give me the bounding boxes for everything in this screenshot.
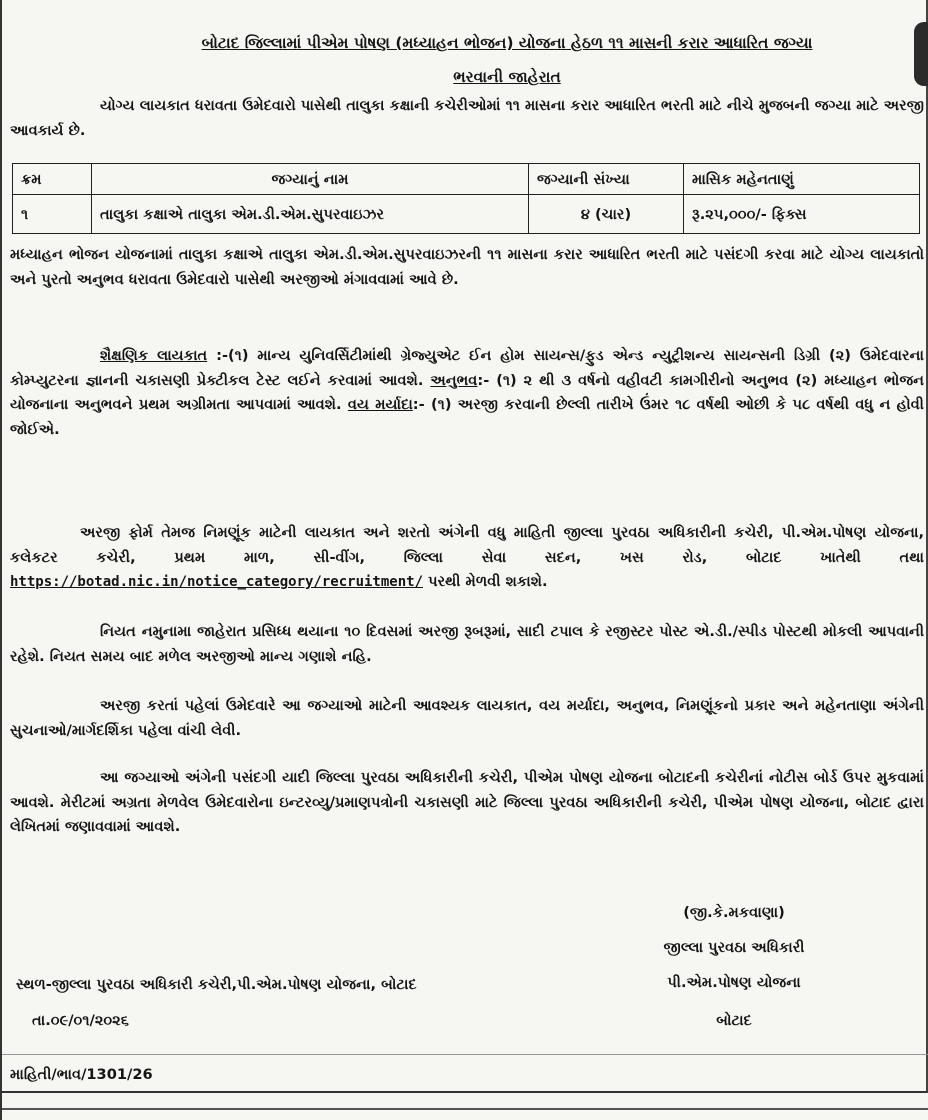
cell-serial: ૧	[13, 195, 92, 234]
bottom-divider	[2, 1108, 928, 1110]
posts-table	[12, 163, 920, 234]
education-label: શૈક્ષણિક લાયકાત	[100, 347, 208, 364]
cell-salary: રૂ.૨૫,૦૦૦/- ફિક્સ	[684, 195, 920, 234]
header-post-name: જગ્યાનું નામ	[92, 164, 529, 195]
signatory-scheme: પી.એમ.પોષણ યોજના	[667, 974, 801, 991]
intro-paragraph	[10, 94, 924, 143]
signatory-name: (જી.કે.મકવાણા)	[683, 904, 785, 921]
footer-location: સ્થળ-જીલ્લા પુરવઠા અધિકારી કચેરી,પી.એમ.પોષણ યોજના, બોટાદ	[16, 976, 417, 993]
paragraph-info	[10, 521, 924, 595]
title-line-1: બોટાદ જિલ્લામાં પીએમ પોષણ (મધ્યાહન ભોજન) યોજના હેઠળ ૧૧ માસની કરાર આધારિત જગ્યા	[201, 34, 813, 52]
experience-label: અનુભવ	[430, 371, 478, 389]
info-text-a: અરજી ફોર્મ તેમજ નિમણૂંક માટેની લાયકાત અને શરતો અંગેની વધુ માહિતી જીલ્લા પુરવઠા અધિકારીની કચેરી, પી.એમ.પોષણ યોજના, કલેકટર કચેરી, પ્રથમ માળ, સી-વીંગ, જિલ્લા સેવા સદન, ખસ રોડ, બોટાદ ખાતેથી તથા	[10, 524, 924, 566]
signatory-designation: જીલ્લા પુરવઠા અધિકારી	[663, 939, 805, 956]
paragraph-invitation	[10, 243, 924, 292]
recruitment-link[interactable]: https://botad.nic.in/notice_category/recruitment/	[10, 574, 424, 590]
cell-post-count: ૪ (ચાર)	[529, 195, 684, 234]
intro-text: યોગ્ય લાયકાત ધરાવતા ઉમેદવારો પાસેથી તાલુકા કક્ષાની કચેરીઓમાં ૧૧ માસના કરાર આધારિત ભરતી માટે નીચે મુજબની જગ્યા માટે અરજી આવકાર્ય છે.	[10, 97, 924, 139]
paragraph-qualification	[10, 344, 924, 442]
reference-divider	[2, 1054, 928, 1055]
table-row	[13, 195, 920, 234]
header-salary: માસિક મહેનતાણું	[684, 164, 920, 195]
age-limit-label: વય મર્યાદા	[347, 396, 413, 413]
footer-date: તા.૦૯/૦૧/૨૦૨૬	[32, 1012, 129, 1029]
invitation-text: મધ્યાહન ભોજન યોજનામાં તાલુકા કક્ષાએ તાલુકા એમ.ડી.એમ.સુપરવાઇઝરની ૧૧ માસના કરાર આધારિત ભરતી માટે પસંદગી કરવા માટે યોગ્ય લાયકાતો અને પુરતો અનુભવ ધરાવતા ઉમેદવારો પાસેથી અરજીઓ મંગાવવામાં આવે છે.	[10, 246, 924, 288]
title-line-2: ભરવાની જાહેરાત	[453, 68, 561, 86]
paragraph-selection	[10, 766, 924, 840]
info-text-b: પરથી મેળવી શકાશે.	[423, 573, 548, 590]
paragraph-instructions	[10, 694, 924, 743]
paragraph-submission	[10, 620, 924, 669]
submission-text: નિયત નમુનામા જાહેરાત પ્રસિધ્ધ થયાના ૧૦ દિવસમાં અરજી રૂબરૂમાં, સાદી ટપાલ કે રજીસ્ટર પોસ્ટ એ.ડી./સ્પીડ પોસ્ટથી મોકલી આપવાની રહેશે. નિયત સમય બાદ મળેલ અરજીઓ માન્ય ગણાશે નહિ.	[10, 623, 924, 665]
signatory-place: બોટાદ	[716, 1012, 752, 1029]
experience-text: :- (૧) ૨ થી ૩ વર્ષનો વહીવટી કામગીરીનો અનુભવ (૨) મધ્યાહન ભોજન યોજનાના અનુભવને પ્રથમ અગ્રીમતા આપવામાં આવશે.	[10, 371, 924, 413]
header-serial: ક્રમ	[13, 164, 92, 195]
cell-post-name: તાલુકા કક્ષાએ તાલુકા એમ.ડી.એમ.સુપરવાઇઝર	[92, 195, 529, 234]
education-text: :-(૧) માન્ય યુનિવર્સિટીમાંથી ગ્રેજ્યુએટ ઈન હોમ સાયન્સ/ફુડ એન્ડ ન્યુટ્રીશન્ય સાયન્સની ડિગ્રી (૨) ઉમેદવારના કોમ્પ્યુટરના જ્ઞાનની ચકાસણી પ્રેક્ટીકલ ટેસ્ટ લઈને કરવામાં આવશે.	[10, 347, 924, 389]
instructions-text: અરજી કરતાં પહેલાં ઉમેદવારે આ જગ્યાઓ માટેની આવશ્યક લાયકાત, વય મર્યાદા, અનુભવ, નિમણૂંકનો પ્રકાર અને મહેનતાણા અંગેની સુચનાઓ/માર્ગદર્શિકા પહેલા વાંચી લેવી.	[10, 697, 924, 739]
reference-number: માહિતી/ભાવ/1301/26	[10, 1066, 153, 1083]
edge-shadow	[914, 22, 928, 86]
age-limit-text: :- (૧) અરજી કરવાની છેલ્લી તારીખે ઉંમર ૧૮ વર્ષથી ઓછી કે ૫૮ વર્ષથી વધુ ન હોવી જોઈએ.	[10, 396, 924, 438]
selection-text: આ જગ્યાઓ અંગેની પસંદગી યાદી જિલ્લા પુરવઠા અધિકારીની કચેરી, પીએમ પોષણ યોજના બોટાદની કચેરીનાં નોટીસ બોર્ડ ઉપર મુકવામાં આવશે. મેરીટમાં અગ્રતા મેળવેલ ઉમેદવારોના ઇન્ટરવ્યુ/પ્રમાણપત્રોની ચકાસણી માટે જિલ્લા પુરવઠા અધિકારીની કચેરી, પીએમ પોષણ યોજના, બોટાદ દ્વારા લેખિતમાં જણાવવામાં આવશે.	[10, 769, 924, 835]
header-post-count: જગ્યાની સંખ્યા	[529, 164, 684, 195]
notice-title	[102, 26, 912, 94]
table-header-row	[13, 164, 920, 195]
